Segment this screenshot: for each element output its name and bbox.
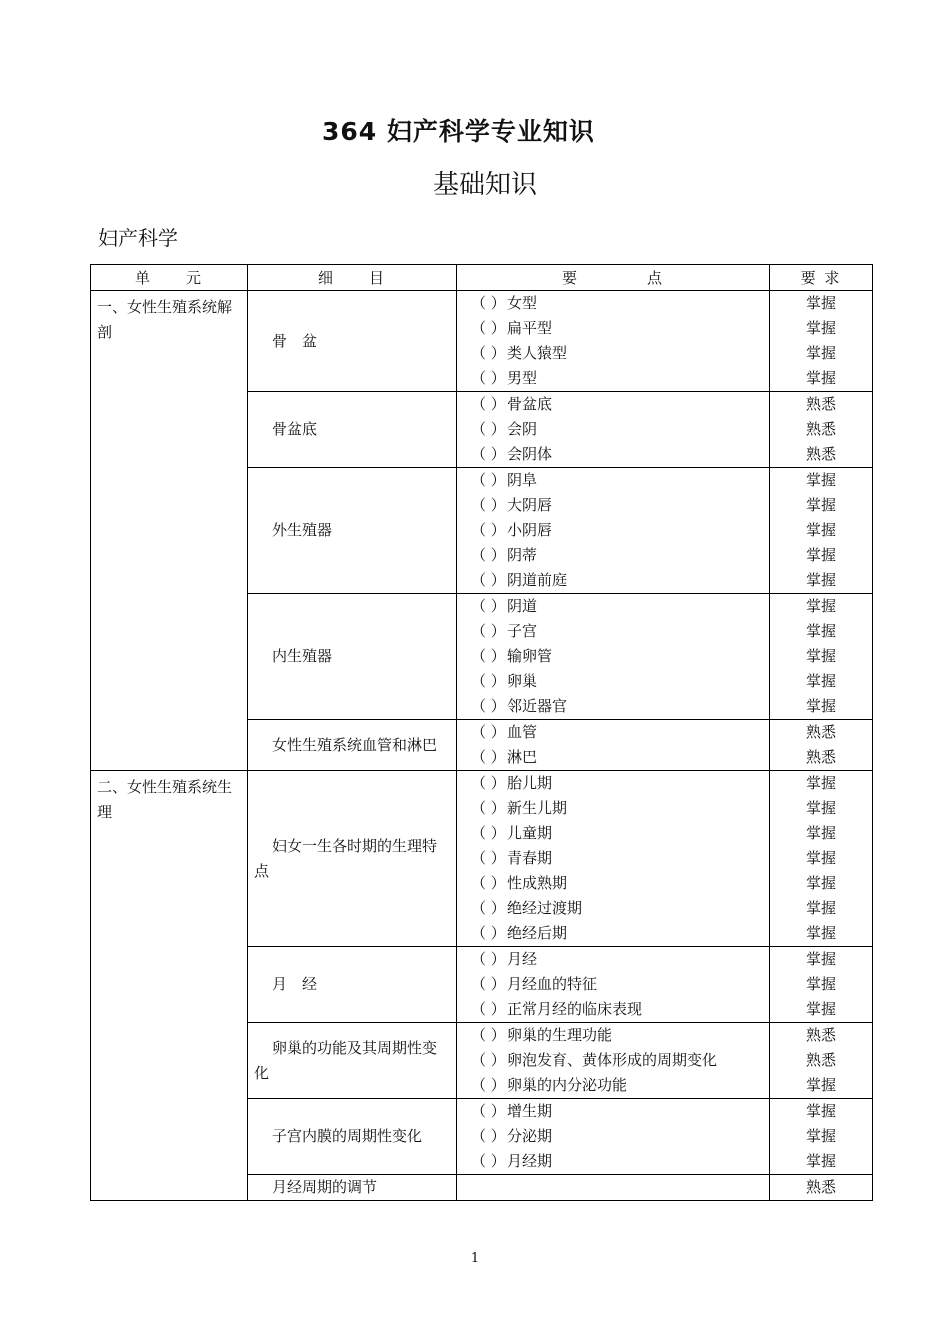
points-cell — [457, 594, 770, 720]
requirement-cell — [770, 771, 873, 947]
requirement-cell — [770, 947, 873, 1023]
point-paren: （ ） — [471, 950, 506, 968]
requirement-level: 熟悉 — [805, 420, 836, 438]
requirement-level: 掌握 — [805, 950, 836, 968]
requirement-level: 掌握 — [805, 344, 836, 362]
table-row — [91, 771, 873, 947]
detail-cell — [248, 594, 457, 720]
requirement-level: 掌握 — [805, 647, 836, 665]
point-item — [457, 972, 769, 997]
unit-cell: 二、女性生殖系统生理 — [91, 771, 248, 1201]
point-text: 儿童期 — [507, 824, 553, 842]
requirement-level: 熟悉 — [805, 1051, 836, 1069]
point-item — [457, 745, 769, 770]
point-text: 男型 — [507, 369, 538, 387]
point-item — [457, 644, 769, 669]
point-text: 淋巴 — [507, 748, 538, 766]
point-item — [457, 518, 769, 543]
detail-text: 妇女一生各时期的生理特点 — [254, 836, 438, 880]
point-paren: （ ） — [471, 1076, 506, 1094]
point-text: 阴蒂 — [507, 546, 538, 564]
point-item — [457, 796, 769, 821]
point-text: 会阴 — [507, 420, 538, 438]
requirement-level: 掌握 — [805, 924, 836, 942]
detail-text: 外生殖器 — [272, 521, 333, 539]
detail-text: 月经周期的调节 — [272, 1178, 378, 1196]
point-text: 邻近器官 — [507, 697, 568, 715]
requirement-level: 掌握 — [805, 1127, 836, 1145]
detail-text: 内生殖器 — [272, 647, 333, 665]
point-item — [457, 846, 769, 871]
detail-text: 骨 盆 — [272, 331, 318, 350]
requirement-level: 掌握 — [805, 824, 836, 842]
requirement-level: 掌握 — [805, 597, 836, 615]
point-text: 女型 — [507, 294, 538, 312]
requirement-level: 熟悉 — [805, 723, 836, 741]
point-paren: （ ） — [471, 899, 506, 917]
point-item — [457, 921, 769, 946]
detail-cell — [248, 392, 457, 468]
point-item — [457, 1073, 769, 1098]
requirement-cell — [770, 1023, 873, 1099]
document-subtitle: 基础知识 — [432, 170, 537, 200]
point-item — [457, 669, 769, 694]
requirement-level: 熟悉 — [805, 1178, 836, 1196]
point-item — [457, 821, 769, 846]
requirement-level: 掌握 — [805, 672, 836, 690]
point-item — [457, 1124, 769, 1149]
header-detail: 细 目 — [248, 265, 457, 291]
point-paren: （ ） — [471, 924, 506, 942]
point-paren: （ ） — [471, 849, 506, 867]
requirement-level: 掌握 — [805, 799, 836, 817]
requirement-level: 掌握 — [805, 1000, 836, 1018]
point-text: 大阴唇 — [507, 496, 553, 514]
detail-text: 骨盆底 — [272, 420, 318, 438]
points-cell — [457, 392, 770, 468]
point-text: 月经 — [507, 950, 538, 968]
requirement-level: 掌握 — [805, 546, 836, 564]
point-text: 小阴唇 — [507, 521, 553, 539]
point-paren: （ ） — [471, 1127, 506, 1145]
requirement-cell — [770, 720, 873, 771]
point-text: 阴阜 — [507, 471, 538, 489]
point-text: 扁平型 — [507, 319, 553, 337]
detail-cell — [248, 1175, 457, 1201]
point-paren: （ ） — [471, 395, 506, 413]
point-paren: （ ） — [471, 597, 506, 615]
point-paren: （ ） — [471, 723, 506, 741]
detail-cell — [248, 771, 457, 947]
point-item — [457, 341, 769, 366]
requirement-cell — [770, 594, 873, 720]
header-points: 要 点 — [457, 265, 770, 291]
requirement-level: 掌握 — [805, 1102, 836, 1120]
point-text: 阴道 — [507, 597, 538, 615]
point-paren: （ ） — [471, 672, 506, 690]
requirement-level: 熟悉 — [805, 395, 836, 413]
point-paren: （ ） — [471, 774, 506, 792]
point-item — [457, 1023, 769, 1048]
detail-cell — [248, 291, 457, 392]
detail-text: 卵巢的功能及其周期性变化 — [254, 1038, 438, 1082]
requirement-level: 掌握 — [805, 697, 836, 715]
point-item — [457, 896, 769, 921]
point-paren: （ ） — [471, 546, 506, 564]
point-item — [457, 694, 769, 719]
points-cell — [457, 1099, 770, 1175]
point-text: 卵巢的内分泌功能 — [507, 1076, 628, 1094]
page-number: 1 — [470, 1251, 480, 1266]
requirement-level: 掌握 — [805, 874, 836, 892]
point-paren: （ ） — [471, 420, 506, 438]
points-cell — [457, 1023, 770, 1099]
header-unit: 单 元 — [91, 265, 248, 291]
requirement-level: 掌握 — [805, 622, 836, 640]
point-paren: （ ） — [471, 1000, 506, 1018]
requirement-level: 掌握 — [805, 1076, 836, 1094]
unit-cell: 一、女性生殖系统解剖 — [91, 291, 248, 771]
points-cell — [457, 947, 770, 1023]
point-item — [457, 493, 769, 518]
requirement-level: 掌握 — [805, 1152, 836, 1170]
point-text: 绝经过渡期 — [507, 899, 583, 917]
point-text: 增生期 — [507, 1102, 553, 1120]
section-title: 妇产科学 — [98, 226, 178, 250]
point-paren: （ ） — [471, 521, 506, 539]
point-paren: （ ） — [471, 294, 506, 312]
requirement-level: 掌握 — [805, 899, 836, 917]
requirement-cell — [770, 291, 873, 392]
table-row — [91, 291, 873, 392]
point-text: 正常月经的临床表现 — [507, 1000, 643, 1018]
points-cell — [457, 291, 770, 392]
point-text: 绝经后期 — [507, 924, 568, 942]
point-item — [457, 1048, 769, 1073]
point-item — [457, 442, 769, 467]
requirement-level: 掌握 — [805, 369, 836, 387]
point-item — [457, 1099, 769, 1124]
requirement-level: 掌握 — [805, 571, 836, 589]
point-text: 青春期 — [507, 849, 553, 867]
point-item — [457, 417, 769, 442]
requirement-cell — [770, 1175, 873, 1201]
syllabus-table — [90, 264, 873, 1201]
point-text: 分泌期 — [507, 1127, 553, 1145]
point-text: 输卵管 — [507, 647, 553, 665]
point-text: 骨盆底 — [507, 395, 553, 413]
requirement-level: 掌握 — [805, 319, 836, 337]
requirement-cell — [770, 1099, 873, 1175]
point-paren: （ ） — [471, 369, 506, 387]
point-item — [457, 316, 769, 341]
point-paren: （ ） — [471, 445, 506, 463]
point-text: 胎儿期 — [507, 774, 553, 792]
requirement-level: 熟悉 — [805, 748, 836, 766]
requirement-cell — [770, 392, 873, 468]
document-title: 364 妇产科学专业知识 — [322, 117, 595, 146]
point-paren: （ ） — [471, 874, 506, 892]
point-paren: （ ） — [471, 622, 506, 640]
point-paren: （ ） — [471, 697, 506, 715]
requirement-level: 熟悉 — [805, 445, 836, 463]
point-item — [457, 468, 769, 493]
point-text: 卵巢的生理功能 — [507, 1026, 613, 1044]
point-item — [457, 1149, 769, 1174]
detail-cell — [248, 1099, 457, 1175]
point-paren: （ ） — [471, 799, 506, 817]
points-cell — [457, 468, 770, 594]
point-paren: （ ） — [471, 471, 506, 489]
point-item — [457, 568, 769, 593]
detail-cell — [248, 720, 457, 771]
requirement-level: 掌握 — [805, 294, 836, 312]
point-item — [457, 392, 769, 417]
point-paren: （ ） — [471, 824, 506, 842]
requirement-level: 掌握 — [805, 975, 836, 993]
detail-cell — [248, 947, 457, 1023]
points-cell — [457, 720, 770, 771]
point-item — [457, 771, 769, 796]
point-text: 会阴体 — [507, 445, 553, 463]
requirement-level: 掌握 — [805, 471, 836, 489]
requirement-level: 熟悉 — [805, 1026, 836, 1044]
point-item — [457, 291, 769, 316]
point-paren: （ ） — [471, 647, 506, 665]
detail-text: 月 经 — [272, 975, 318, 993]
point-paren: （ ） — [471, 1102, 506, 1120]
point-text: 类人猿型 — [507, 344, 568, 362]
point-item — [457, 594, 769, 619]
requirement-cell — [770, 468, 873, 594]
point-text: 月经血的特征 — [507, 975, 598, 993]
detail-text: 女性生殖系统血管和淋巴 — [272, 735, 438, 754]
point-text: 卵巢 — [507, 672, 538, 690]
requirement-level: 掌握 — [805, 521, 836, 539]
point-text: 血管 — [507, 723, 538, 741]
detail-text: 子宫内膜的周期性变化 — [272, 1127, 423, 1145]
points-cell — [457, 771, 770, 947]
table-header-row — [91, 265, 873, 291]
requirement-level: 掌握 — [805, 496, 836, 514]
point-paren: （ ） — [471, 1026, 506, 1044]
point-text: 性成熟期 — [507, 874, 568, 892]
point-text: 卵泡发育、黄体形成的周期变化 — [507, 1051, 718, 1069]
point-item — [457, 997, 769, 1022]
point-paren: （ ） — [471, 1051, 506, 1069]
point-item — [457, 947, 769, 972]
point-item — [457, 720, 769, 745]
point-item — [457, 619, 769, 644]
requirement-level: 掌握 — [805, 774, 836, 792]
detail-cell — [248, 468, 457, 594]
point-text: 月经期 — [507, 1152, 553, 1170]
syllabus-table-body — [91, 265, 873, 1201]
point-paren: （ ） — [471, 571, 506, 589]
points-cell — [457, 1175, 770, 1201]
point-paren: （ ） — [471, 319, 506, 337]
point-text: 子宫 — [507, 622, 538, 640]
point-paren: （ ） — [471, 975, 506, 993]
point-item — [457, 871, 769, 896]
header-requirement: 要 求 — [770, 265, 873, 291]
detail-cell — [248, 1023, 457, 1099]
point-paren: （ ） — [471, 344, 506, 362]
point-text: 阴道前庭 — [507, 571, 568, 589]
point-paren: （ ） — [471, 496, 506, 514]
point-item — [457, 366, 769, 391]
point-paren: （ ） — [471, 1152, 506, 1170]
point-text: 新生儿期 — [507, 799, 568, 817]
point-paren: （ ） — [471, 748, 506, 766]
point-item — [457, 543, 769, 568]
requirement-level: 掌握 — [805, 849, 836, 867]
